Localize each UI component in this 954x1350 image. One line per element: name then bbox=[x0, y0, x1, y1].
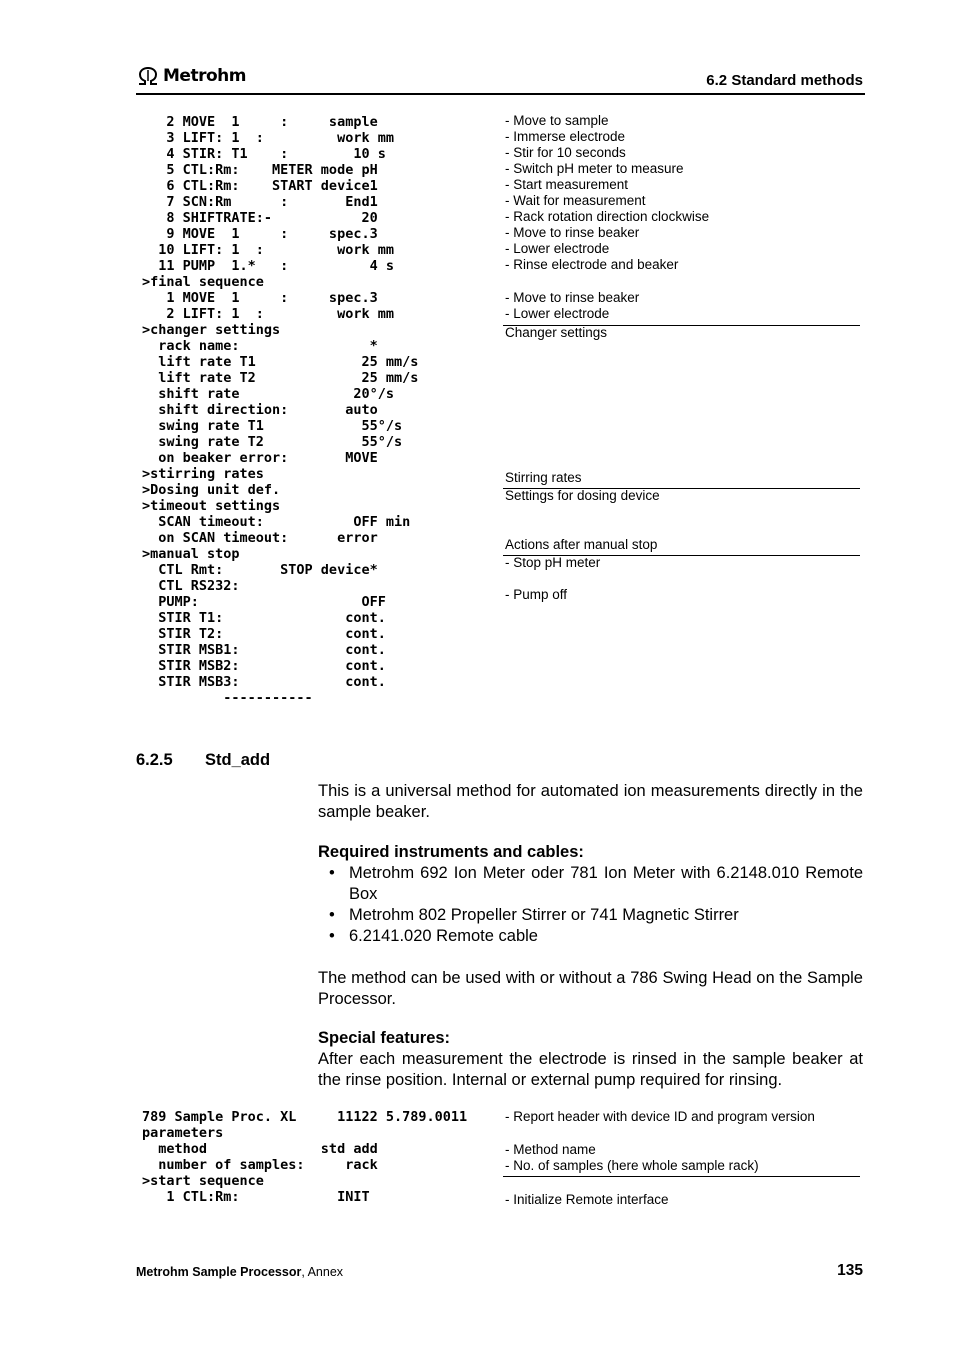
code-line: 2 LIFT: 1 : work mm bbox=[142, 306, 394, 322]
code-line: 9 MOVE 1 : spec.3 bbox=[142, 226, 378, 242]
code-line: 10 LIFT: 1 : work mm bbox=[142, 242, 394, 258]
method-note-paragraph: The method can be used with or without a 786 Swing Head on the Sample Processor. bbox=[318, 969, 863, 1008]
code-line: lift rate T1 25 mm/s bbox=[142, 354, 419, 370]
code-line: lift rate T2 25 mm/s bbox=[142, 370, 419, 386]
code-line: 2 MOVE 1 : sample bbox=[142, 114, 378, 130]
code-line: >timeout settings bbox=[142, 498, 281, 514]
footer-title-rest: , Annex bbox=[301, 1265, 344, 1279]
note-report-header: - Report header with device ID and program version bbox=[505, 1109, 815, 1124]
note-dosing-settings: Settings for dosing device bbox=[505, 488, 660, 503]
code-line: PUMP: OFF bbox=[142, 594, 386, 610]
section-title: Std_add bbox=[205, 751, 271, 769]
code-line: >stirring rates bbox=[142, 466, 264, 482]
note-init-remote: - Initialize Remote interface bbox=[505, 1192, 669, 1207]
code-line: 8 SHIFTRATE:- 20 bbox=[142, 210, 378, 226]
code-line: >start sequence bbox=[142, 1173, 264, 1189]
code-line: shift direction: auto bbox=[142, 402, 378, 418]
section-number: 6.2.5 bbox=[136, 751, 173, 769]
code-line: 6 CTL:Rm: START device1 bbox=[142, 178, 378, 194]
required-list bbox=[318, 863, 863, 947]
section-heading bbox=[136, 751, 270, 770]
code-line: >Dosing unit def. bbox=[142, 482, 281, 498]
intro-paragraph: This is a universal method for automated ion measurements directly in the sample beaker. bbox=[318, 782, 863, 821]
code-line: CTL Rmt: STOP device* bbox=[142, 562, 378, 578]
metrohm-logo bbox=[136, 66, 246, 86]
required-heading: Required instruments and cables: bbox=[318, 843, 584, 861]
note-stirring-rates: Stirring rates bbox=[505, 470, 582, 485]
required-list-wrap bbox=[318, 863, 863, 947]
code-line: 1 MOVE 1 : spec.3 bbox=[142, 290, 378, 306]
omega-logo-icon bbox=[136, 66, 160, 86]
code-line: 11 PUMP 1.* : 4 s bbox=[142, 258, 394, 274]
code-line: on beaker error: MOVE bbox=[142, 450, 378, 466]
code-line: number of samples: rack bbox=[142, 1157, 378, 1173]
running-header-section: 6.2 Standard methods bbox=[706, 72, 863, 89]
special-heading: Special features: bbox=[318, 1029, 451, 1047]
code-line: 789 Sample Proc. XL 11122 5.789.0011 bbox=[142, 1109, 468, 1125]
code-line: STIR MSB3: cont. bbox=[142, 674, 386, 690]
code-line: 1 CTL:Rm: INIT bbox=[142, 1189, 370, 1205]
code-line: swing rate T2 55°/s bbox=[142, 434, 403, 450]
code-line: method std add bbox=[142, 1141, 378, 1157]
code-line: >final sequence bbox=[142, 274, 264, 290]
note-changer-settings: Changer settings bbox=[505, 325, 608, 340]
special-paragraph: After each measurement the electrode is rinsed in the sample beaker at the rinse position. Internal or external pump required for rinsing. bbox=[318, 1050, 863, 1089]
code-line: SCAN timeout: OFF min bbox=[142, 514, 411, 530]
code-line: 7 SCN:Rm : End1 bbox=[142, 194, 378, 210]
note-method-block: - Method name - No. of samples (here whole sample rack) bbox=[505, 1142, 759, 1173]
footer-title-bold: Metrohm Sample Processor bbox=[136, 1265, 302, 1279]
code-line: ----------- bbox=[142, 690, 313, 706]
note-block-final: - Move to rinse beaker - Lower electrode bbox=[505, 290, 640, 321]
code-line: rack name: * bbox=[142, 338, 378, 354]
page-number: 135 bbox=[837, 1262, 863, 1279]
note-stop-ph: - Stop pH meter bbox=[505, 555, 601, 570]
note-pump-off: - Pump off bbox=[505, 587, 568, 602]
method-listing-bottom bbox=[142, 1109, 467, 1205]
code-line: STIR T2: cont. bbox=[142, 626, 386, 642]
list-item: • Metrohm 802 Propeller Stirrer or 741 Magnetic Stirrer bbox=[318, 905, 863, 926]
note-manual-stop: Actions after manual stop bbox=[505, 537, 658, 552]
code-line: 3 LIFT: 1 : work mm bbox=[142, 130, 394, 146]
code-line: 5 CTL:Rm: METER mode pH bbox=[142, 162, 378, 178]
list-item: • 6.2141.020 Remote cable bbox=[318, 926, 863, 947]
code-line: STIR MSB1: cont. bbox=[142, 642, 386, 658]
divider-start-seq bbox=[503, 1176, 860, 1177]
logo-text: Metrohm bbox=[163, 66, 246, 86]
code-line: swing rate T1 55°/s bbox=[142, 418, 403, 434]
footer-title bbox=[136, 1265, 343, 1279]
code-line: CTL RS232: bbox=[142, 578, 240, 594]
list-item: • Metrohm 692 Ion Meter oder 781 Ion Meter with 6.2148.010 Remote Box bbox=[318, 863, 863, 905]
code-line: parameters bbox=[142, 1125, 224, 1141]
code-line: STIR MSB2: cont. bbox=[142, 658, 386, 674]
code-line: STIR T1: cont. bbox=[142, 610, 386, 626]
code-line: shift rate 20°/s bbox=[142, 386, 394, 402]
code-line: 4 STIR: T1 : 10 s bbox=[142, 146, 386, 162]
method-listing-top bbox=[142, 114, 418, 706]
code-line: on SCAN timeout: error bbox=[142, 530, 378, 546]
header-rule bbox=[136, 93, 865, 95]
code-line: >manual stop bbox=[142, 546, 240, 562]
note-block-steps: - Move to sample - Immerse electrode - Stir for 10 seconds - Switch pH meter to measure - Start measurement - Wait for measurement - Rack rotation direction clockwise - Move to rinse beaker - Lower electrode - Rinse electrode and beaker bbox=[505, 113, 710, 272]
code-line: >changer settings bbox=[142, 322, 281, 338]
